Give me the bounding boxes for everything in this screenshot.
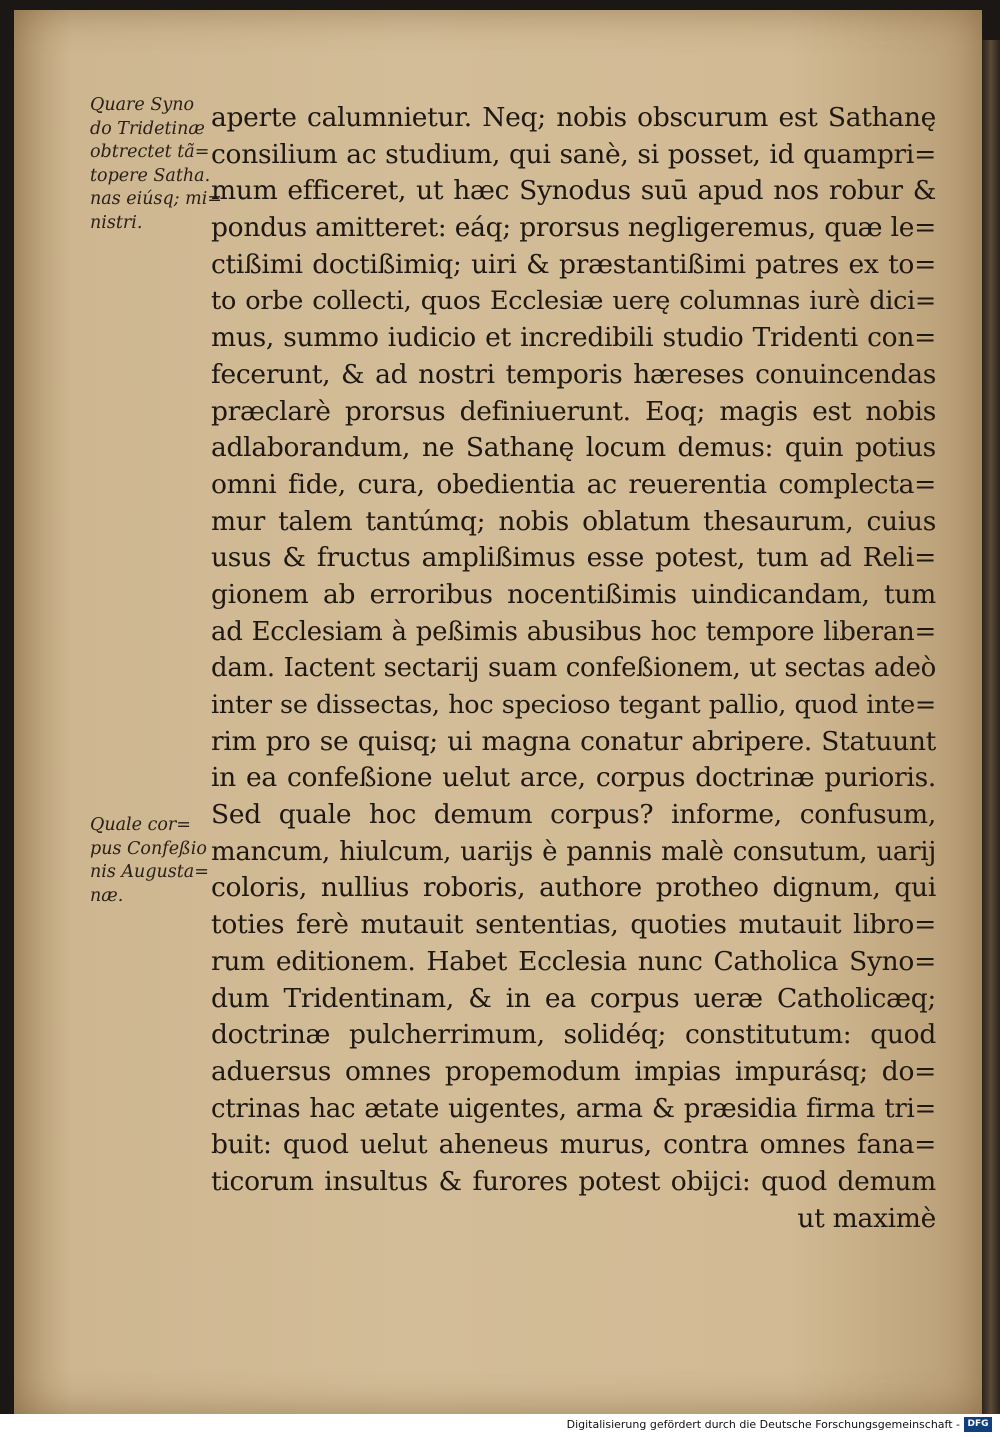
text-line: rim pro se quisq; ui magna conatur abripere. Statuunt	[211, 725, 936, 757]
dfg-logo-icon: DFG	[964, 1417, 992, 1432]
text-line: buit: quod uelut aheneus murus, contra omnes fana=	[211, 1129, 936, 1161]
text-line: toties ferè mutauit sententias, quoties mutauit libro=	[211, 909, 936, 941]
text-line: usus & fructus amplißimus esse potest, tum ad Reli=	[211, 542, 936, 574]
text-line: mancum, hiulcum, uarijs è pannis malè consutum, uarij	[211, 836, 936, 867]
text-line: aperte calumnietur. Neq; nobis obscurum est Sathanę	[211, 102, 936, 133]
text-line: rum editionem. Habet Ecclesia nunc Catholica Syno=	[211, 945, 936, 977]
body-text	[211, 100, 936, 1237]
text-line: fecerunt, & ad nostri temporis hæreses conuincendas	[211, 358, 936, 390]
text-line: dam. Iactent sectarij suam confeßionem, ut sectas adeò	[211, 653, 936, 684]
text-line: mum efficeret, ut hæc Synodus suū apud nos robur &	[211, 175, 936, 207]
margin-note-synod	[90, 94, 225, 235]
digitization-footer	[0, 1414, 1000, 1437]
text-line: præclarè prorsus definiuerunt. Eoq; magis est nobis	[211, 395, 936, 427]
margin-note-confession	[90, 814, 225, 908]
margin-note-line: obtrectet tã=	[90, 142, 210, 162]
text-line: inter se dissectas, hoc specioso tegant pallio, quod inte=	[211, 690, 936, 720]
margin-note-line: næ.	[90, 885, 124, 906]
margin-note-line: Quale cor=	[90, 815, 191, 835]
margin-note-line: topere Satha.	[90, 165, 211, 186]
text-line: consilium ac studium, qui sanè, si posset, id quampri=	[211, 138, 936, 170]
margin-note-line: do Tridetinæ	[90, 118, 205, 139]
text-line: ticorum insultus & furores potest obijci: quod demum	[211, 1165, 936, 1197]
text-line: ctrinas hac ætate uigentes, arma & præsidia firma tri=	[211, 1093, 936, 1124]
footer-credit: Digitalisierung gefördert durch die Deutsche Forschungsgemeinschaft -	[566, 1418, 960, 1431]
text-line: Sed quale hoc demum corpus? informe, confusum,	[211, 799, 936, 831]
margin-note-line: nis Augusta=	[90, 862, 209, 882]
margin-note-line: nistri.	[90, 212, 143, 233]
catchword-line: ut maximè	[797, 1202, 936, 1234]
paper-edge	[982, 40, 1000, 1420]
margin-note-line: nas eiúsq; mi=	[90, 189, 222, 209]
text-line: ad Ecclesiam à peßimis abusibus hoc tempore liberan=	[211, 616, 936, 647]
text-line: coloris, nullius roboris, authore protheo dignum, qui	[211, 872, 936, 904]
text-line: ctißimi doctißimiq; uiri & præstantißimi patres ex to=	[211, 248, 936, 280]
text-line: doctrinæ pulcherrimum, solidéq; constitutum: quod	[211, 1019, 936, 1051]
text-line: to orbe collecti, quos Ecclesiæ uerę columnas iurè dici=	[211, 286, 936, 317]
text-line: pondus amitteret: eáq; prorsus negligeremus, quæ le=	[211, 212, 936, 244]
text-line: dum Tridentinam, & in ea corpus ueræ Catholicæq;	[211, 982, 936, 1014]
text-line: in ea confeßione uelut arce, corpus doctrinæ purioris.	[211, 762, 936, 794]
text-line: mur talem tantúmq; nobis oblatum thesaurum, cuius	[211, 505, 936, 537]
text-line: adlaborandum, ne Sathanę locum demus: quin potius	[211, 432, 936, 464]
text-line: mus, summo iudicio et incredibili studio Tridenti con=	[211, 322, 936, 354]
margin-note-line: Quare Syno	[90, 95, 195, 115]
text-line: aduersus omnes propemodum impias impurásq; do=	[211, 1055, 936, 1087]
text-line: omni fide, cura, obedientia ac reuerentia complecta=	[211, 468, 936, 500]
margin-note-line: pus Confeßio	[90, 838, 207, 859]
text-line: gionem ab erroribus nocentißimis uindicandam, tum	[211, 578, 936, 610]
